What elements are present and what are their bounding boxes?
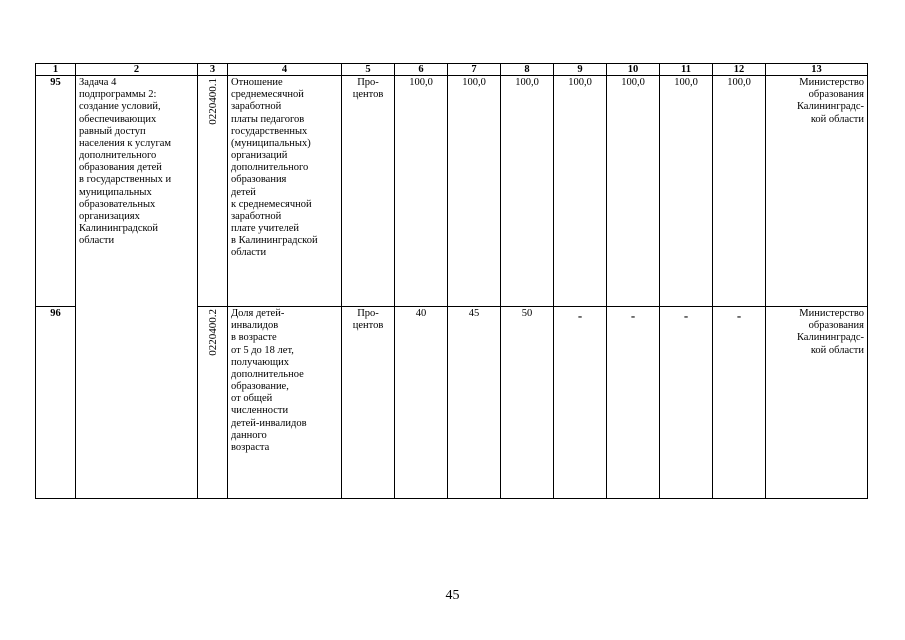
value-cell: - (713, 307, 766, 499)
responsible-cell (766, 76, 868, 307)
column-header: 12 (713, 64, 766, 76)
column-header: 10 (607, 64, 660, 76)
indicator-code: 0220400.2 (206, 309, 219, 356)
value-cell: 100,0 (395, 76, 448, 307)
indicator-name-cell (228, 307, 342, 499)
unit: Про- центов (352, 308, 384, 332)
indicator-name: Отношение среднемесячной заработной платы педагогов государственных (муниципальных) организаций дополнительного образования детей к среднемесячной заработной плате учителей в Калининградской области (231, 77, 318, 259)
column-header: 1 (36, 64, 76, 76)
task-text: Задача 4 подпрограммы 2: создание условий, обеспечивающих равный доступ населения к услугам дополнительного образования детей в государственных и муниципальных образовательных организациях Калининградской области (79, 77, 172, 247)
indicators-table (35, 63, 868, 499)
unit: Про- центов (352, 77, 384, 101)
indicator-name: Доля детей- инвалидов в возрасте от 5 до 18 лет, получающих дополнительное образование, от общей численности детей-инвалидов данного возраста (231, 308, 307, 453)
column-header: 11 (660, 64, 713, 76)
responsible-cell (766, 307, 868, 499)
value-cell: - (660, 307, 713, 499)
value-cell: 100,0 (448, 76, 501, 307)
column-header: 6 (395, 64, 448, 76)
value-cell: 100,0 (501, 76, 554, 307)
indicator-code-cell (198, 76, 228, 307)
value-cell: 100,0 (554, 76, 607, 307)
unit-cell (342, 76, 395, 307)
value-cell: 40 (395, 307, 448, 499)
table-row (36, 76, 868, 307)
value-cell: - (554, 307, 607, 499)
column-header: 3 (198, 64, 228, 76)
header-row (36, 64, 868, 76)
column-header: 13 (766, 64, 868, 76)
indicator-code: 0220400.1 (206, 78, 219, 125)
column-header: 8 (501, 64, 554, 76)
row-number: 95 (36, 76, 76, 307)
value-cell: 100,0 (607, 76, 660, 307)
value-cell: 50 (501, 307, 554, 499)
column-header: 5 (342, 64, 395, 76)
value-cell: 100,0 (713, 76, 766, 307)
responsible: Министерство образования Калининградс- кой области (796, 308, 864, 356)
row-number: 96 (36, 307, 76, 499)
responsible: Министерство образования Калининградс- кой области (796, 77, 864, 125)
value-cell: 100,0 (660, 76, 713, 307)
value-cell: 45 (448, 307, 501, 499)
indicator-name-cell (228, 76, 342, 307)
column-header: 4 (228, 64, 342, 76)
indicator-code-cell (198, 307, 228, 499)
value-cell: - (607, 307, 660, 499)
column-header: 7 (448, 64, 501, 76)
column-header: 9 (554, 64, 607, 76)
unit-cell (342, 307, 395, 499)
column-header: 2 (76, 64, 198, 76)
page-number: 45 (445, 588, 460, 603)
task-description (76, 76, 198, 499)
